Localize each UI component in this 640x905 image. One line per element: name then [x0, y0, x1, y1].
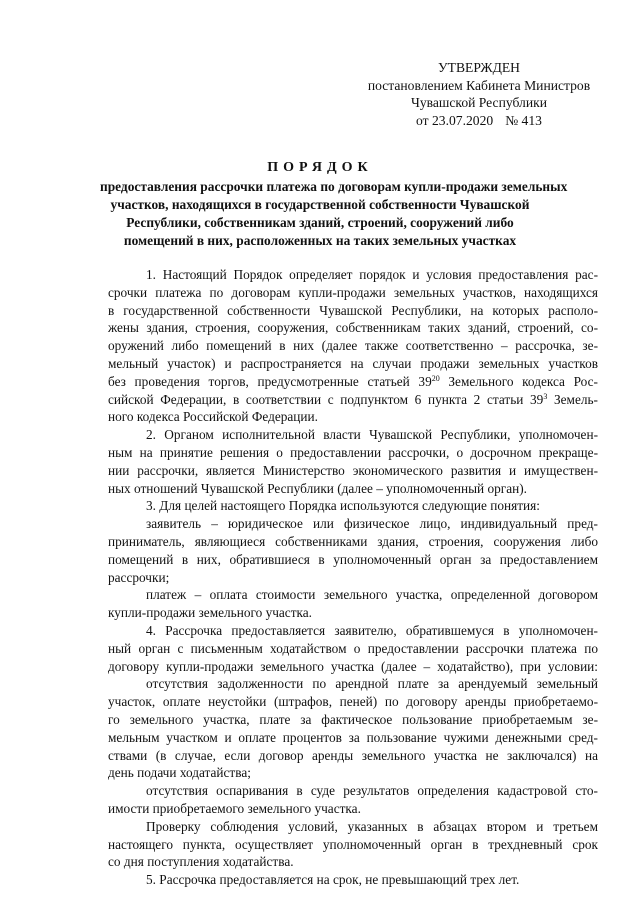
subtitle-line: участков, находящихся в государственной собственности Чувашской — [110, 197, 530, 212]
paragraph-4-line: ный орган с письменным ходатайством о предоставлении рассрочки платежа по — [108, 640, 598, 656]
article-superscript: 3 — [543, 391, 548, 401]
verification-line: настоящего пункта, осуществляет уполномоченный орган в трехдневный срок — [108, 836, 598, 852]
paragraph-1-line: в государственной собственности Чувашской Республики, на которых располо- — [108, 302, 598, 318]
paragraph-2-line: нии рассрочки, является Министерство экономического развития и имуществен- — [108, 462, 598, 478]
paragraph-1-line: мельный участок) и распространяется на случаи продажи земельных участков — [108, 355, 598, 371]
approval-date-number — [340, 112, 618, 130]
text-fragment: Земельного кодекса Рос- — [439, 373, 598, 389]
paragraph-1-line: 1. Настоящий Порядок определяет порядок и условия предоставления рас- — [146, 267, 598, 282]
text-fragment: без проведения торгов, предусмотренные статьей 39 — [108, 373, 432, 389]
document-title: ПОРЯДОК — [267, 160, 373, 175]
condition-1-line: го земельного участка, плате за фактическое пользование приобретаемым зе- — [108, 711, 598, 727]
definition-payment-line: платеж – оплата стоимости земельного участка, определенной договором — [146, 587, 598, 603]
condition-1-line: день подачи ходатайства; — [108, 765, 251, 781]
verification-line: Проверку соблюдения условий, указанных в абзацах втором и третьем — [146, 818, 598, 834]
approval-number: № 413 — [505, 112, 542, 128]
paragraph-1-line: оружений либо помещений в них (далее также соответственно – рассрочка, зе- — [108, 338, 598, 354]
condition-1-line: отсутствия задолженности по арендной плате за арендуемый земельный — [146, 676, 598, 692]
paragraph-2-line: ных отношений Чувашской Республики (далее – уполномоченный орган). — [108, 480, 527, 496]
paragraph-4-line: 4. Рассрочка предоставляется заявителю, обратившемуся в уполномочен- — [146, 622, 598, 638]
paragraph-1-line — [108, 391, 598, 409]
paragraph-4-line: договору купли-продажи земельного участка (далее – ходатайство), при условии: — [108, 658, 598, 674]
text-fragment: Земель- — [547, 391, 598, 407]
definition-applicant-line: помещений в них, обратившиеся в уполномоченный орган за предоставлением — [108, 551, 598, 567]
document-body — [108, 266, 598, 889]
approved-label: УТВЕРЖДЕН — [438, 60, 520, 75]
definition-payment-line: купли-продажи земельного участка. — [108, 605, 313, 621]
definition-applicant-line: заявитель – юридическое или физическое лицо, индивидуальный пред- — [146, 516, 598, 532]
article-superscript: 20 — [431, 373, 440, 383]
condition-1-line: мельным участком и оплате процентов за пользование чужими денежными сред- — [108, 729, 598, 745]
condition-1-line: участок, оплате неустойки (штрафов, пеней) по договору аренды приобретаемо- — [108, 694, 598, 710]
paragraph-1-line — [108, 373, 598, 391]
paragraph-2-line: 2. Органом исполнительной власти Чувашской Республики, уполномочен- — [146, 427, 598, 443]
subtitle-line: предоставления рассрочки платежа по договорам купли-продажи земельных — [100, 179, 568, 194]
approval-date: от 23.07.2020 — [416, 112, 494, 128]
condition-2-line: имости приобретаемого земельного участка. — [108, 800, 361, 816]
approval-authority: постановлением Кабинета Министров — [367, 77, 591, 93]
subtitle-line: помещений в них, расположенных на таких земельных участках — [123, 233, 517, 248]
approval-region: Чувашской Республики — [411, 95, 547, 110]
condition-1-line: ствами (в случае, если договор аренды земельного участка не заключался) на — [108, 747, 598, 763]
paragraph-2-line: ным на принятие решения о предоставлении рассрочки, о досрочном прекраще- — [108, 444, 598, 460]
paragraph-5-line: 5. Рассрочка предоставляется на срок, не превышающий трех лет. — [146, 872, 520, 888]
text-fragment: сийской Федерации, в соответствии с подпунктом 6 пункта 2 статьи 39 — [108, 391, 544, 407]
paragraph-1-line: жены здания, строения, сооружения, собственникам таких зданий, строений, со- — [108, 320, 598, 336]
subtitle-line: Республики, собственникам зданий, строений, сооружений либо — [126, 215, 514, 230]
paragraph-1-line: срочки платежа по договорам купли-продажи земельных участков, находящихся — [108, 284, 598, 300]
paragraph-3-line: 3. Для целей настоящего Порядка используются следующие понятия: — [146, 498, 540, 514]
definition-applicant-line: рассрочки; — [108, 569, 170, 585]
condition-2-line: отсутствия оспаривания в суде результатов определения кадастровой сто- — [146, 783, 598, 799]
paragraph-1-line: ного кодекса Российской Федерации. — [108, 409, 318, 425]
approval-stamp — [340, 59, 618, 129]
verification-line: со дня поступления ходатайства. — [108, 854, 294, 870]
document-subtitle — [100, 178, 568, 250]
definition-applicant-line: приниматель, являющиеся собственниками здания, строения, сооружения либо — [108, 533, 598, 549]
